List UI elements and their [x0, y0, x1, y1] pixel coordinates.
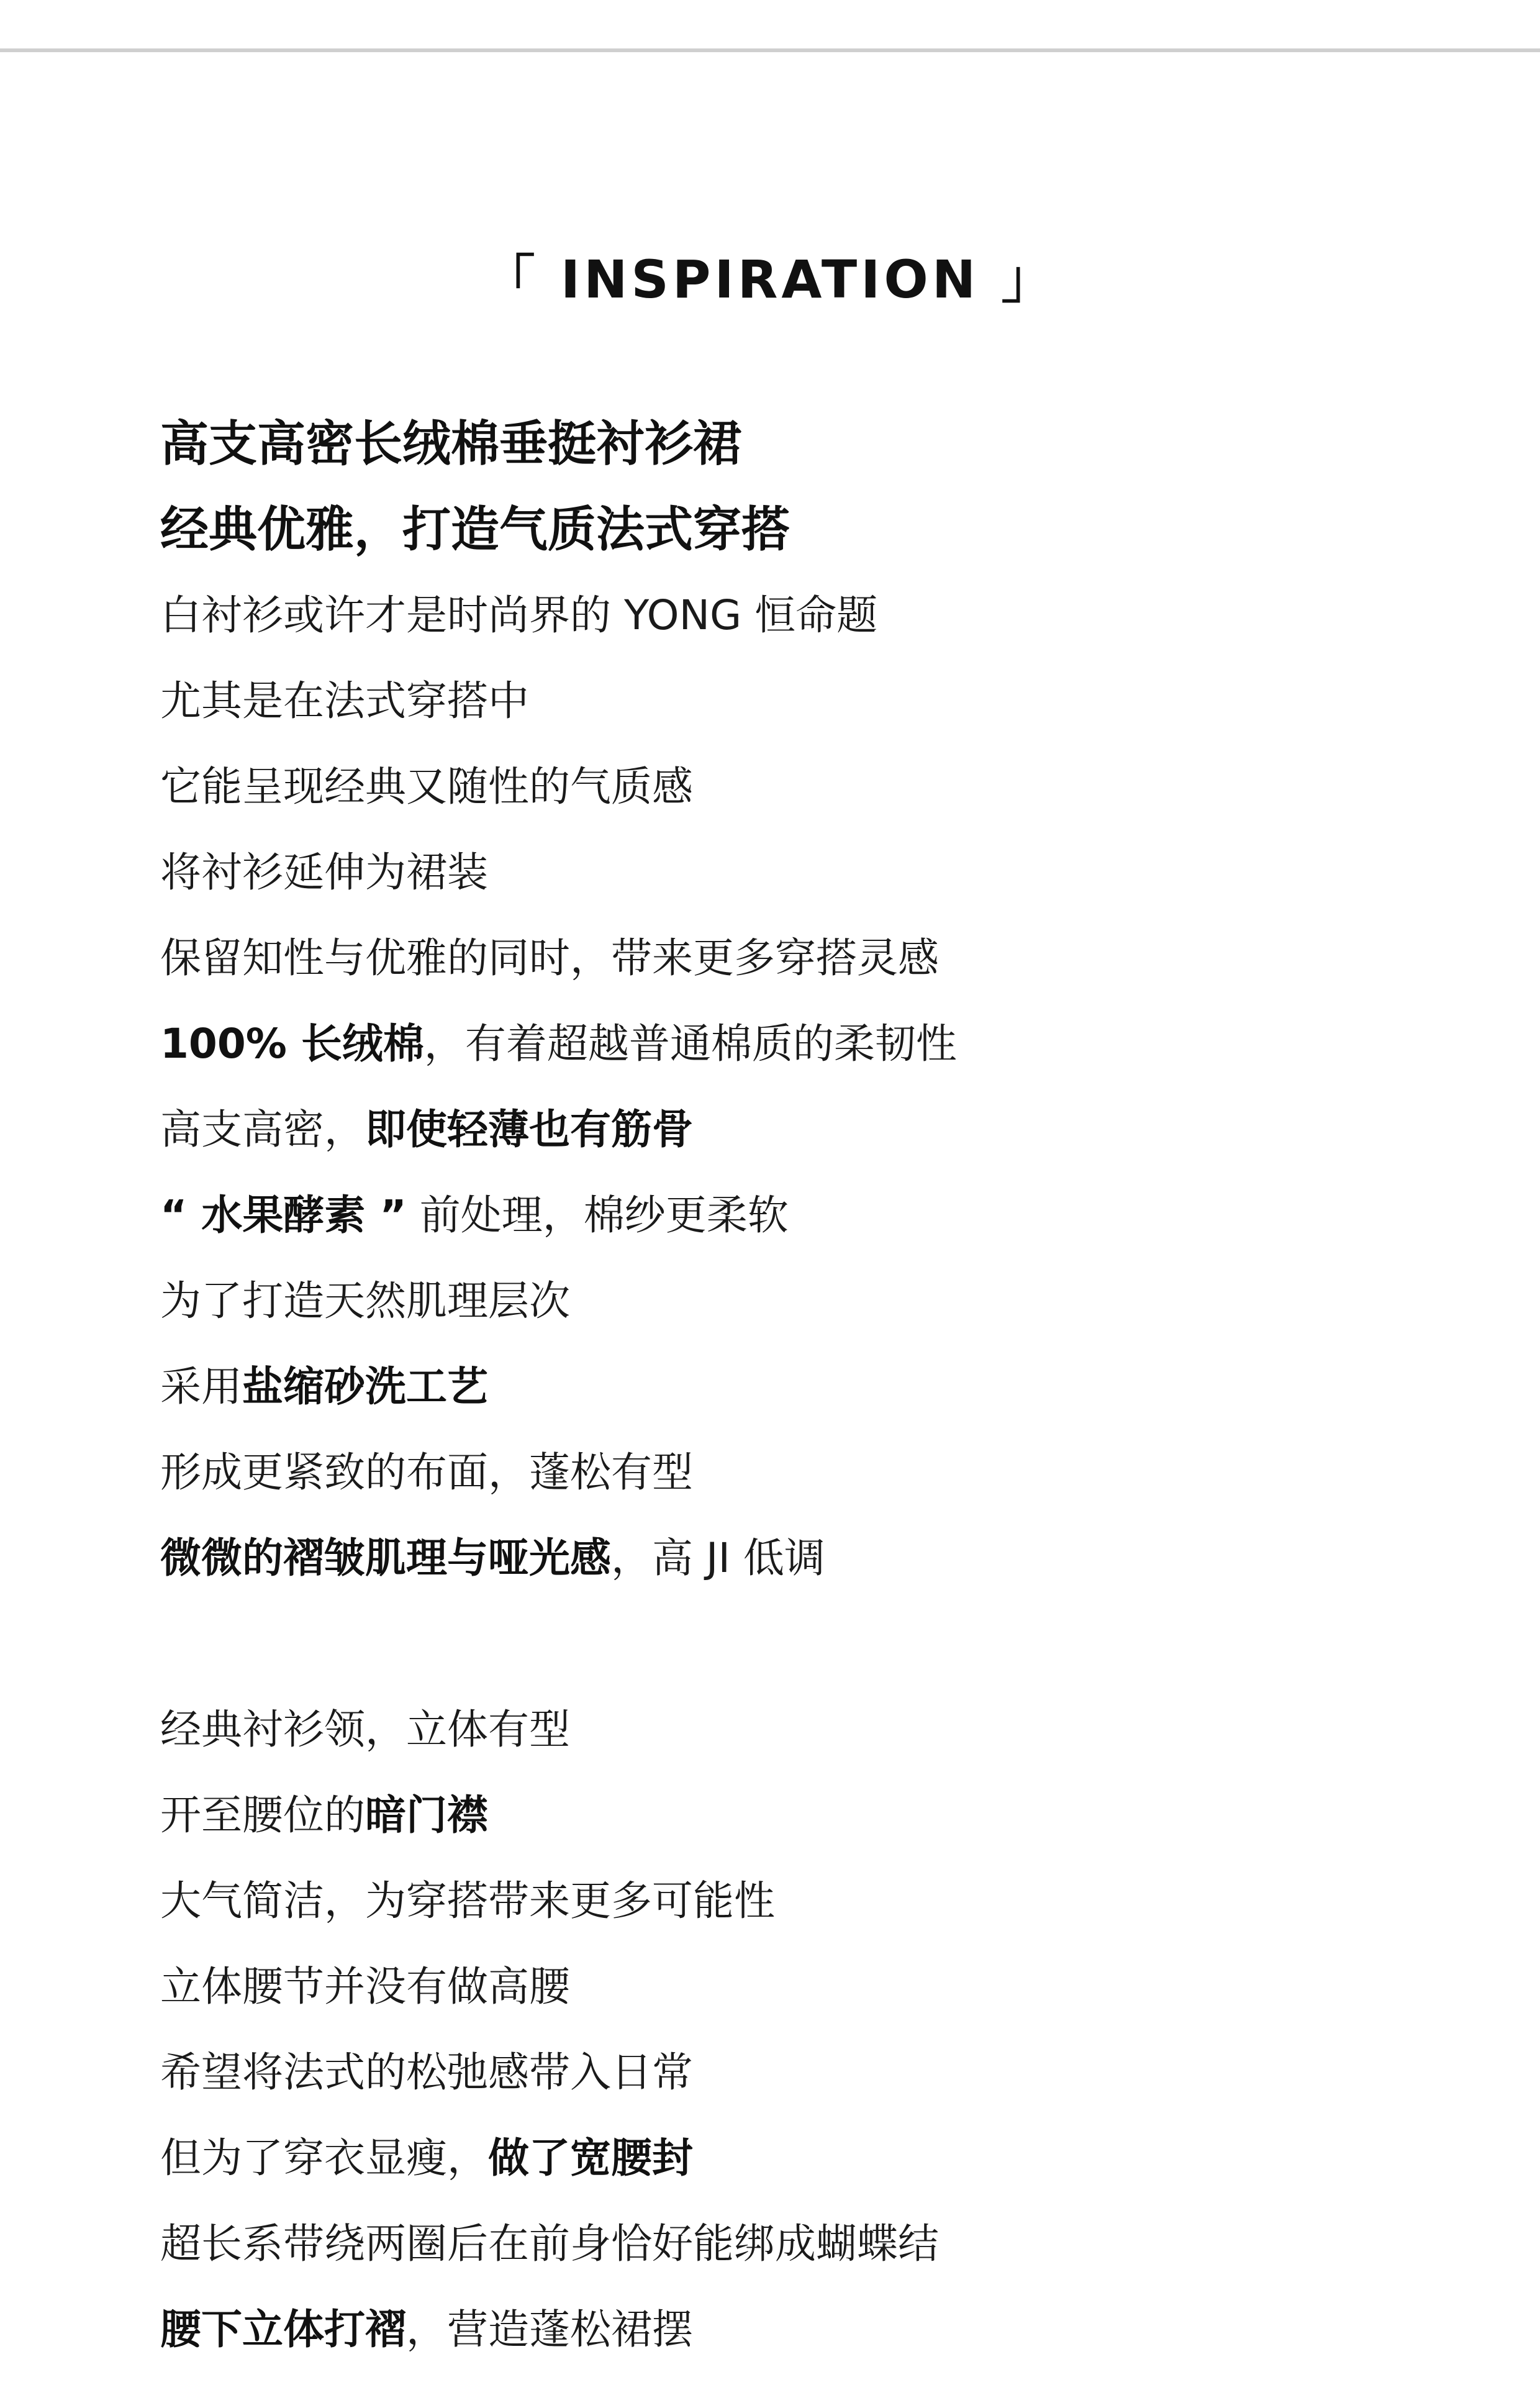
- text-line: [160, 2287, 1464, 2373]
- text-line: [160, 1515, 1464, 1601]
- text-line: [160, 1944, 1464, 2030]
- text-segment: 保留知性与优雅的同时，带来更多穿搭灵感: [160, 934, 939, 982]
- text-segment: 将衬衫延伸为裙装: [160, 848, 488, 896]
- text-line: [160, 1173, 1464, 1258]
- text-line: [160, 1344, 1464, 1430]
- text-line: [160, 1001, 1464, 1087]
- text-segment: 为了打造天然肌理层次: [160, 1277, 570, 1325]
- text-line: [160, 1687, 1464, 1773]
- text-line: [160, 2030, 1464, 2115]
- text-segment: 希望将法式的松弛感带入日常: [160, 2048, 693, 2096]
- text-segment: 立体腰节并没有做高腰: [160, 1963, 570, 2010]
- text-segment: ，高 JI 低调: [611, 1534, 825, 1582]
- text-segment: 大气简洁，为穿搭带来更多可能性: [160, 1877, 775, 1925]
- bold-text-segment: 100% 长绒棉: [160, 1020, 424, 1068]
- text-line: [160, 744, 1464, 830]
- bold-text-segment: 腰下立体打褶: [160, 2306, 406, 2353]
- article-title-line: 经典优雅，打造气质法式穿搭: [160, 502, 790, 558]
- text-line: [160, 1773, 1464, 1858]
- text-segment: 它能呈现经典又随性的气质感: [160, 763, 693, 811]
- article-body: [160, 401, 1464, 2373]
- text-line: [160, 2115, 1464, 2201]
- article-title-line: 高支高密长绒棉垂挺衬衫裙: [160, 416, 742, 472]
- text-line: [160, 1087, 1464, 1173]
- text-line: [160, 573, 1464, 658]
- text-segment: 经典衬衫领，立体有型: [160, 1706, 570, 1753]
- text-segment: 白衬衫或许才是时尚界的 YONG 恒命题: [160, 591, 878, 639]
- text-segment: 尤其是在法式穿搭中: [160, 677, 529, 725]
- text-segment: ，有着超越普通棉质的柔韧性: [424, 1020, 957, 1068]
- text-segment: 前处理，棉纱更柔软: [406, 1191, 789, 1239]
- text-line: [160, 830, 1464, 915]
- bold-text-segment: 暗门襟: [365, 1791, 488, 1839]
- section-heading: 「 INSPIRATION 」: [482, 249, 1058, 310]
- text-segment: 采用: [160, 1363, 242, 1411]
- text-segment: 但为了穿衣显瘦，: [160, 2134, 488, 2182]
- bold-text-segment: 盐缩砂洗工艺: [242, 1363, 488, 1411]
- text-segment: ，营造蓬松裙摆: [406, 2306, 693, 2353]
- paragraph-2: [160, 1687, 1464, 2373]
- text-segment: 超长系带绕两圈后在前身恰好能绑成蝴蝶结: [160, 2220, 939, 2268]
- bold-text-segment: 即使轻薄也有筋骨: [365, 1106, 693, 1153]
- bold-text-segment: “ 水果酵素 ”: [160, 1191, 407, 1239]
- text-line: [160, 915, 1464, 1001]
- top-divider: [0, 48, 1540, 52]
- text-segment: 高支高密，: [160, 1106, 365, 1153]
- text-segment: 开至腰位的: [160, 1791, 365, 1839]
- text-line: [160, 658, 1464, 744]
- bold-text-segment: 微微的褶皱肌理与哑光感: [160, 1534, 611, 1582]
- text-line: [160, 1258, 1464, 1344]
- paragraph-gap: [160, 1601, 1464, 1687]
- text-line: [160, 1858, 1464, 1944]
- bold-text-segment: 做了宽腰封: [488, 2134, 693, 2182]
- text-segment: 形成更紧致的布面，蓬松有型: [160, 1448, 693, 1496]
- paragraph-1: [160, 573, 1464, 1601]
- text-line: [160, 1430, 1464, 1515]
- text-line: [160, 2201, 1464, 2287]
